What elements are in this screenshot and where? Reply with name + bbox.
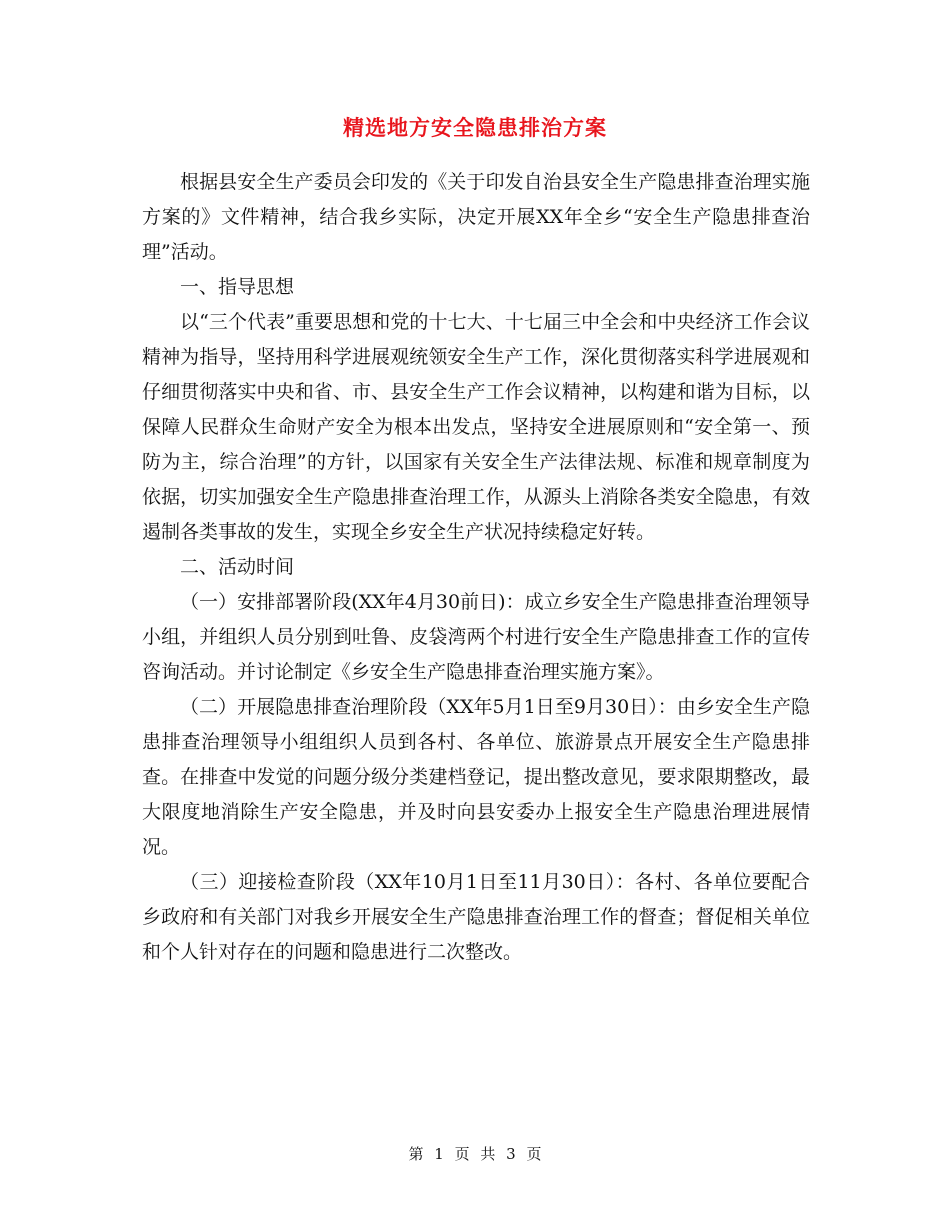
stage-two-paragraph: （二）开展隐患排查治理阶段（XX年5月1日至9月30日）：由乡安全生产隐患排查治理领导小组组织人员到各村、各单位、旅游景点开展安全生产隐患排查。在排查中发觉的问题分级分类建档登记，提出整改意见，要求限期整改，最大限度地消除生产安全隐患，并及时向县安委办上报安全生产隐患治理进展情况。: [142, 696, 810, 858]
stage-one-paragraph: （一）安排部署阶段(XX年4月30前日)：成立乡安全生产隐患排查治理领导小组，并组织人员分别到吐鲁、皮袋湾两个村进行安全生产隐患排查工作的宣传咨询活动。并讨论制定《乡安全生产隐患排查治理实施方案》。: [142, 591, 810, 683]
section-heading-activity-time: 二、活动时间: [180, 556, 295, 578]
document-body: [142, 165, 810, 970]
page-number-footer: 第 1 页 共 3 页: [408, 1145, 542, 1163]
document-title: 精选地方安全隐患排治方案: [343, 115, 607, 140]
stage-three-paragraph: （三）迎接检查阶段（XX年10月1日至11月30日）：各村、各单位要配合乡政府和有关部门对我乡开展安全生产隐患排查治理工作的督查；督促相关单位和个人针对存在的问题和隐患进行二次整改。: [142, 871, 810, 963]
guiding-ideology-paragraph: 以“三个代表”重要思想和党的十七大、十七届三中全会和中央经济工作会议精神为指导，坚持用科学进展观统领安全生产工作，深化贯彻落实科学进展观和仔细贯彻落实中央和省、市、县安全生产工作会议精神，以构建和谐为目标，以保障人民群众生命财产安全为根本出发点，坚持安全进展原则和“安全第一、预防为主，综合治理”的方针，以国家有关安全生产法律法规、标准和规章制度为依据，切实加强安全生产隐患排查治理工作，从源头上消除各类安全隐患，有效遏制各类事故的发生，实现全乡安全生产状况持续稳定好转。: [142, 311, 810, 543]
section-heading-guiding-ideology: 一、指导思想: [180, 276, 295, 298]
intro-paragraph: 根据县安全生产委员会印发的《关于印发自治县安全生产隐患排查治理实施方案的》文件精神，结合我乡实际，决定开展XX年全乡“安全生产隐患排查治理”活动。: [142, 171, 810, 263]
